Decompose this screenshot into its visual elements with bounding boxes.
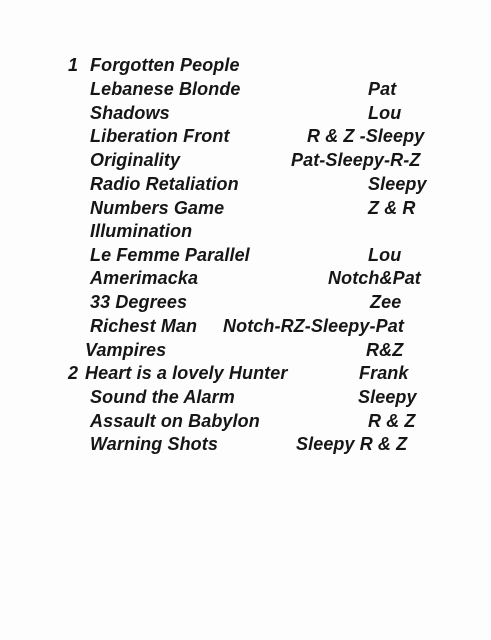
song-title: Amerimacka <box>90 268 199 288</box>
song-title: Forgotten People <box>90 55 240 75</box>
song-credit: Sleepy <box>368 174 427 194</box>
set-number: 2 <box>68 363 79 383</box>
song-title: Le Femme Parallel <box>90 245 250 265</box>
song-credit: Sleepy <box>358 387 417 407</box>
song-title: Lebanese Blonde <box>90 79 241 99</box>
song-title: Assault on Babylon <box>90 411 260 431</box>
song-credit: Lou <box>368 245 402 265</box>
song-credit: Pat <box>368 79 397 99</box>
song-credit: Frank <box>359 363 409 383</box>
song-credit: R&Z <box>366 340 404 360</box>
song-title: Illumination <box>90 221 193 241</box>
song-credit: Z & R <box>368 198 416 218</box>
song-credit: Sleepy R & Z <box>296 434 408 454</box>
song-title: Sound the Alarm <box>90 387 235 407</box>
song-title: 33 Degrees <box>90 292 188 312</box>
song-credit: Notch-RZ-Sleepy-Pat <box>223 316 404 336</box>
song-credit: Notch&Pat <box>328 268 421 288</box>
song-credit: Lou <box>368 103 402 123</box>
set-number: 1 <box>68 55 79 75</box>
song-title: Numbers Game <box>90 198 225 218</box>
song-title: Originality <box>90 150 181 170</box>
song-title: Heart is a lovely Hunter <box>85 363 288 383</box>
song-title: Vampires <box>85 340 167 360</box>
song-title: Liberation Front <box>90 126 230 146</box>
song-credit: Pat-Sleepy-R-Z <box>291 150 421 170</box>
song-title: Richest Man <box>90 316 198 336</box>
song-credit: R & Z <box>368 411 416 431</box>
song-title: Warning Shots <box>90 434 218 454</box>
song-credit: R & Z -Sleepy <box>307 126 425 146</box>
song-credit: Zee <box>370 292 402 312</box>
song-title: Radio Retaliation <box>90 174 239 194</box>
song-title: Shadows <box>90 103 170 123</box>
